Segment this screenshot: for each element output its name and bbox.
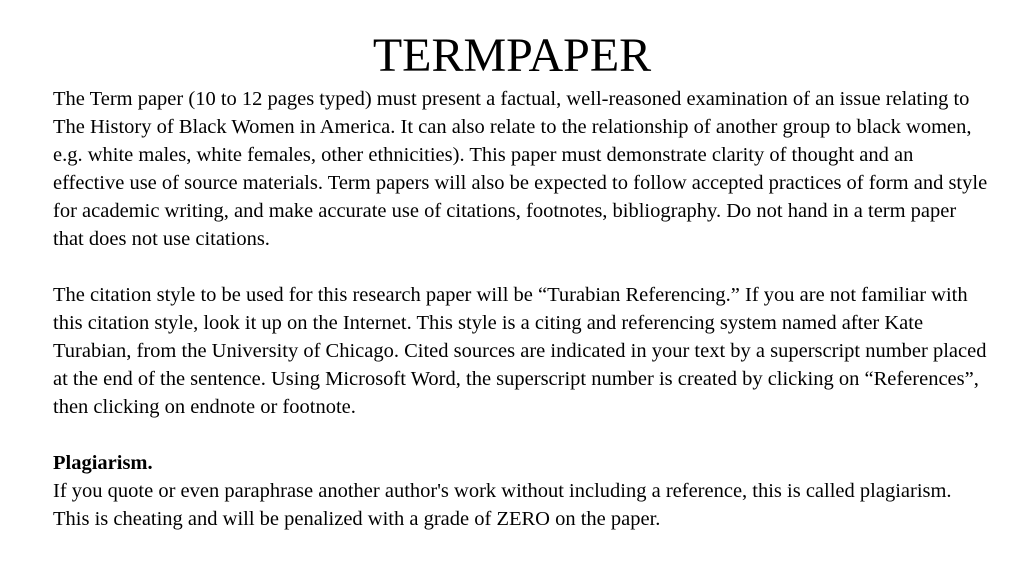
paragraph-plagiarism: If you quote or even paraphrase another author's work without including a reference, this is called plagiarism. This is cheating and will be penalized with a grade of ZERO on the paper. xyxy=(53,480,952,530)
paragraph-citation-style: The citation style to be used for this research paper will be “Turabian Referencing.” If you are not familiar with this citation style, look it up on the Internet. This style is a citing and referencing system named after Kate Turabian, from the University of Chicago. Cited sources are indicated in your text by a superscript number placed at the end of the sentence. Using Microsoft Word, the superscript number is created by clicking on “References”, then clicking on endnote or footnote. xyxy=(53,284,987,418)
page-title: TERMPAPER xyxy=(372,29,652,82)
paragraph-spacer xyxy=(53,253,988,281)
paragraph-spacer xyxy=(53,421,988,449)
plagiarism-heading: Plagiarism. xyxy=(53,452,153,474)
slide-body xyxy=(53,85,988,533)
paragraph-term-paper: The Term paper (10 to 12 pages typed) must present a factual, well-reasoned examination of an issue relating to The History of Black Women in America. It can also relate to the relationship of another group to black women, e.g. white males, white females, other ethnicities). This paper must demonstrate clarity of thought and an effective use of source materials. Term papers will also be expected to follow accepted practices of form and style for academic writing, and make accurate use of citations, footnotes, bibliography. Do not hand in a term paper that does not use citations. xyxy=(53,88,988,250)
